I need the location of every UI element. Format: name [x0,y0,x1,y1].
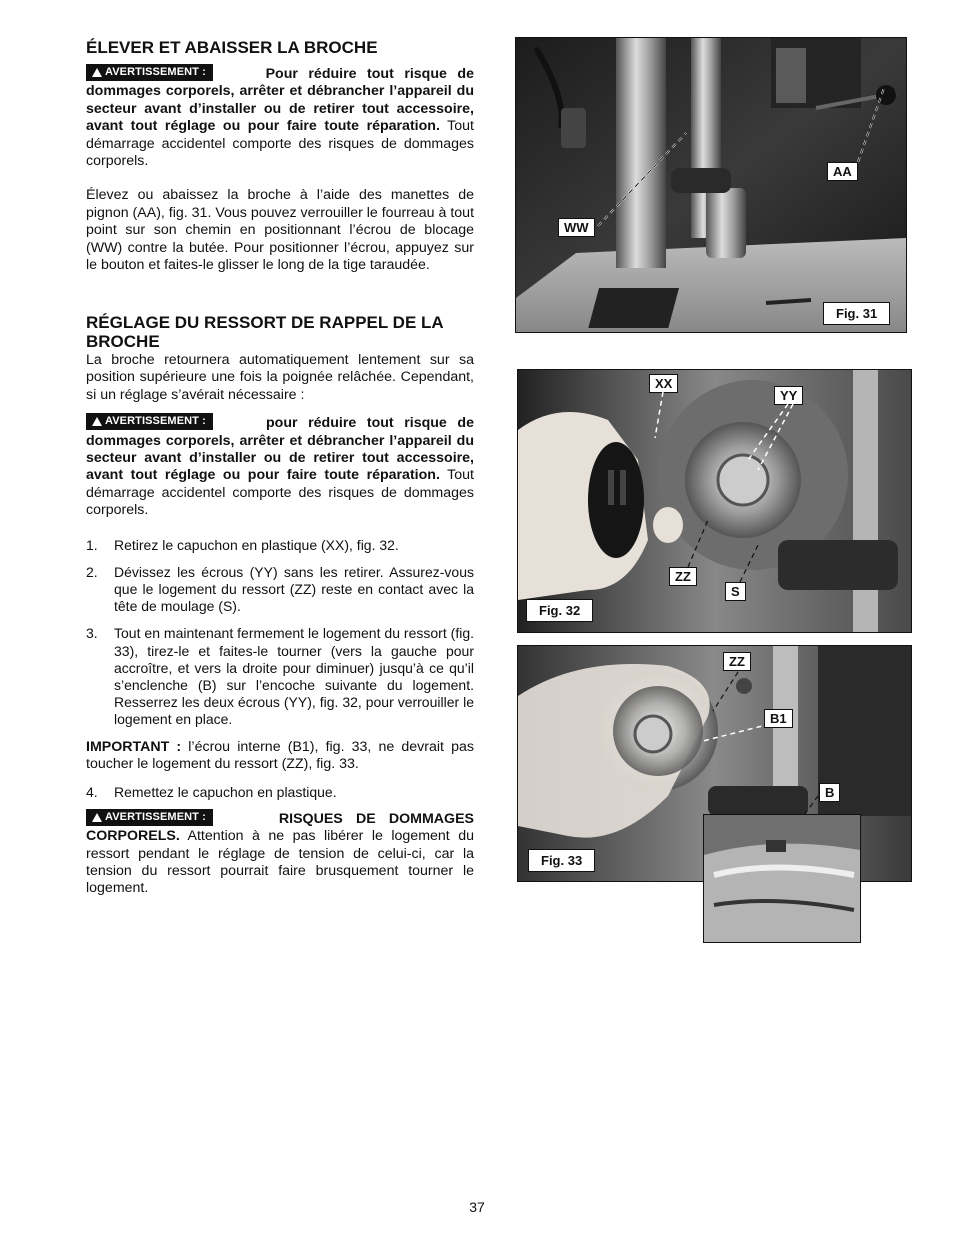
label-b: B [819,783,840,802]
label-aa: AA [827,162,858,181]
warning-paragraph [86,809,474,898]
list-item: 1. Retirez le capuchon en plastique (XX), fig. 32. [86,536,399,553]
warning-badge: AVERTISSEMENT : [86,64,213,81]
list-item: 4. Remettez le capuchon en plastique. [86,783,337,800]
figure-31 [515,37,907,333]
warning-paragraph [86,413,474,519]
label-s: S [725,582,746,601]
section-return-spring [86,313,474,898]
label-zz: ZZ [669,567,697,586]
figure-33-inset [703,814,861,943]
figure-32 [517,369,912,633]
section-title: ÉLEVER ET ABAISSER LA BROCHE [86,38,378,57]
warning-triangle-icon [92,813,102,822]
section-title: RÉGLAGE DU RESSORT DE RAPPEL DE LA BROCHE [86,313,444,351]
steps-list [86,537,474,729]
warning-badge: AVERTISSEMENT : [86,809,213,826]
warning-text: Attention à ne pas libérer le logement du ressort pendant le réglage de tension de celui-ci, car la tension du ressort pourrait faire brusquement tourner le logement. [86,828,474,897]
warning-triangle-icon [92,68,102,77]
warning-paragraph [86,64,474,170]
figure-caption: Fig. 33 [528,849,595,872]
label-zz: ZZ [723,652,751,671]
figure-caption: Fig. 31 [823,302,890,325]
notch-detail-photo [704,815,860,942]
list-item: 3. Tout en maintenant fermement le logement du ressort (fig. 33), tirez-le et faites-le tourner (vers la gauche pour accroître, et vers la droite pour diminuer) jusqu’à ce qu’il s’enclenche (B) sur l’encoche suivante du logement. Resserrez les deux écrous (YY), fig. 32, pour verrouiller le logement en place. [86,625,474,728]
warning-bold-text: pour réduire tout risque de dommages corporels, arrêter et débrancher l’appareil du secteur avant d’installer ou de retirer tout accessoire, avant tout réglage ou pour faire toute réparation. [86,415,474,484]
label-yy: YY [774,386,803,405]
important-label: IMPORTANT : [86,738,182,755]
intro-paragraph: La broche retournera automatiquement lentement sur sa position supérieure une fois la poignée relâchée. Cependant, si un réglage s’avérait nécessaire : [86,352,474,403]
warning-triangle-icon [92,417,102,426]
callout-arrows [516,38,906,332]
label-b1: B1 [764,709,793,728]
callout-arrows [518,370,911,632]
warning-badge: AVERTISSEMENT : [86,413,213,430]
warning-text: Tout démarrage accidentel comporte des risques de dommages corporels. [86,467,474,519]
body-paragraph: Élevez ou abaissez la broche à l’aide des manettes de pignon (AA), fig. 31. Vous pouvez verrouiller le fourreau à tout point sur son chemin en positionnant l’écrou de blocage (WW) contre la butée. Pour positionner l’écrou, appuyez sur le bouton et faites-le glisser le long de la tige taraudée. [86,187,475,274]
warning-bold-text: RISQUES DE DOMMAGES CORPORELS. [86,810,474,845]
figure-caption: Fig. 32 [526,599,593,622]
section-raise-lower [86,38,474,274]
important-text: l’écrou interne (B1), fig. 33, ne devrait pas toucher le logement du ressort (ZZ), fig. 33. [86,738,474,773]
warning-text: Tout démarrage accidentel comporte des risques de dommages corporels. [86,118,474,170]
page-number: 37 [469,1199,485,1215]
list-item: 2. Dévissez les écrous (YY) sans les retirer. Assurez-vous que le logement du ressort (ZZ) reste en contact avec la tête de moulage (S). [86,563,474,615]
label-xx: XX [649,374,678,393]
label-ww: WW [558,218,595,237]
important-paragraph [86,739,474,774]
warning-bold-text: Pour réduire tout risque de dommages corporels, arrêter et débrancher l’appareil du secteur avant d’installer ou de retirer tout accessoire, avant tout réglage ou pour faire toute réparation. [86,66,474,135]
